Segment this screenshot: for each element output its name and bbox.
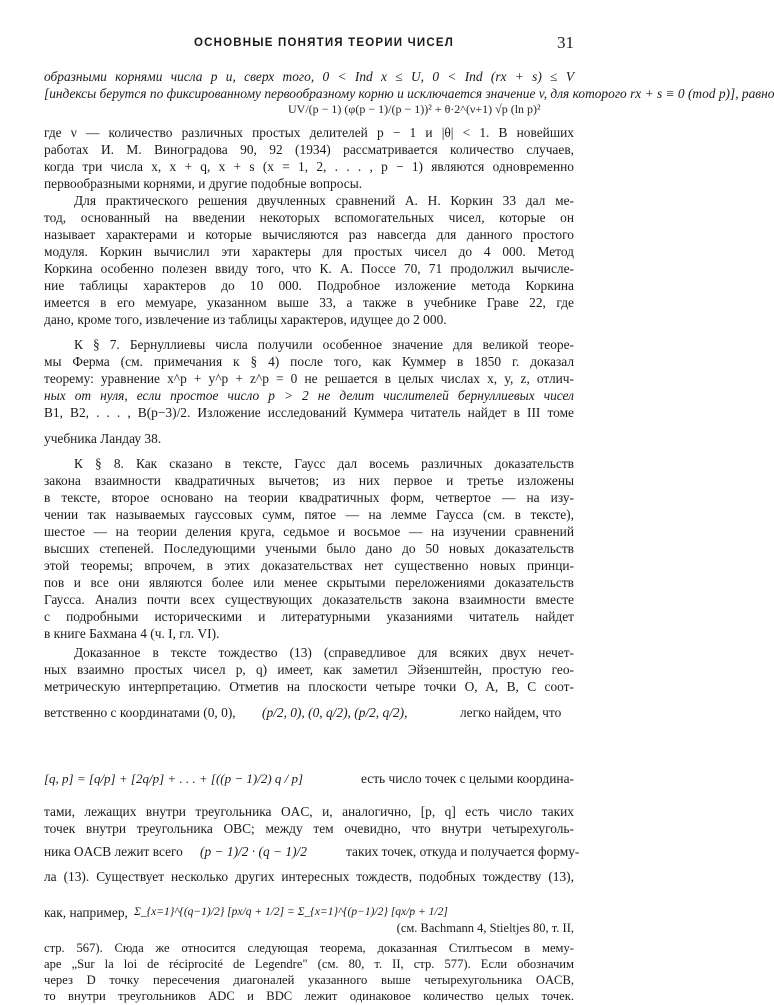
para3-line4: ных от нуля, если простое число p > 2 не делит числителей бернуллиевых чисел <box>44 388 574 403</box>
para5-line10-b: (см. Bachmann 4, Stieltjes 80, т. II, <box>396 921 574 935</box>
page-number: 31 <box>557 33 574 52</box>
para4-line1: К § 8. Как сказано в тексте, Гаусс дал восемь различных доказательств <box>74 456 574 471</box>
para4-line2: закона взаимности квадратичных вычетов; из них первое и третье изложены <box>44 473 574 488</box>
para2-line8: дано, кроме того, извлечение из таблицы характеров, идущее до 2 000. <box>44 312 447 327</box>
para5-line3: метрическую интерпретацию. Отметив на плоскости четыре точки O, A, B, C соот- <box>44 679 574 694</box>
para1-line3: где ν — количество различных простых делителей p − 1 и |θ| < 1. В новейших <box>44 125 574 140</box>
para5-line8-a: ника OACB лежит всего <box>44 844 183 859</box>
para5-line2: ных взаимно простых чисел p, q) имеет, как заметил Эйзенштейн, простую гео- <box>44 662 574 677</box>
para4-line4: чении так называемых гауссовых сумм, пятое — на лемме Гаусса (см. в тексте), <box>44 507 574 522</box>
para1-line2: [индексы берутся по фиксированному первообразному корню и исключается значение v, для которого rx + s ≡ 0 (mod p)], равно <box>44 86 774 101</box>
para5-line10-a: как, например, <box>44 905 128 920</box>
bracket-formula: [q, p] = [q/p] + [2q/p] + . . . + [((p − 1)/2) q / p] <box>44 771 304 786</box>
para4-line3: в тексте, второе основано на теории квадратичных форм, четвертое — на изу- <box>44 490 574 505</box>
para1-line1: образными корнями числа p и, сверх того, 0 < Ind x ≤ U, 0 < Ind (rx + s) ≤ V <box>44 69 574 84</box>
para5-line4-text: ветственно с координатами (0, 0), <box>44 705 236 720</box>
para3-line2: мы Ферма (см. примечания к § 4) после того, как Куммер в 1850 г. доказал <box>44 354 574 369</box>
para4-line11: в книге Бахмана 4 (ч. I, гл. VI). <box>44 626 220 641</box>
para4-line7: этой теоремы; впрочем, в этих доказательствах нет существенно новых принци- <box>44 558 574 573</box>
para1-line6: первообразными корнями, и другие подобные вопросы. <box>44 176 363 191</box>
para1-line4: работах И. М. Виноградова 90, 92 (1934) рассматривается количество случаев, <box>44 142 574 157</box>
para2-line5: Коркина особенно полезен ввиду того, что К. А. Поссе 70, 71 продолжил вычисле- <box>44 261 574 276</box>
para5-line1: Доказанное в тексте тождество (13) (справедливое для всяких двух нечет- <box>74 645 574 660</box>
para5-line4-points: (p/2, 0), (0, q/2), (p/2, q/2), <box>262 705 408 720</box>
running-header <box>44 33 574 55</box>
para4-line6: высших степеней. Последующими учеными было дано до 50 новых доказательств <box>44 541 574 556</box>
sum-identity-formula: Σ_{x=1}^{(q−1)/2} [px/q + 1/2] = Σ_{x=1}^{(p−1)/2} [qx/p + 1/2] <box>134 906 448 918</box>
para4-line8: пов и все они являются более или менее скрытыми переложениями доказательств <box>44 575 574 590</box>
para2-line6: ние таблицы характеров до 10 000. Подробное изложение метода Коркина <box>44 278 574 293</box>
para5-line8-formula: (p − 1)/2 · (q − 1)/2 <box>200 844 307 859</box>
para5-line8-b: таких точек, откуда и получается форму- <box>346 844 580 859</box>
para2-line1: Для практического решения двучленных сравнений А. Н. Коркин 33 дал ме- <box>74 193 574 208</box>
para2-line3: называет характерами и которые вычисляются раз навсегда для данного простого <box>44 227 574 242</box>
para4-line10: с подробными историческими и литературными указаниями читатель найдет <box>44 609 574 624</box>
para1-formula: UV/(p − 1) (φ(p − 1)/(p − 1))² + θ·2^(ν+1) √p (ln p)² <box>288 102 541 116</box>
para3-line5: B1, B2, . . . , B(p−3)/2. Изложение исследований Куммера читатель найдет в III томе <box>44 405 574 420</box>
para5-line7: точек внутри треугольника OBC; между тем очевидно, что внутри четырехуголь- <box>44 821 574 836</box>
para5-line4-tail: легко найдем, что <box>460 705 562 720</box>
para5-line14: то внутри треугольников ADC и BDC лежит одинаковое количество целых точек. <box>44 989 574 1003</box>
para3-line6: учебника Ландау 38. <box>44 431 162 446</box>
para3-line1: К § 7. Бернуллиевы числа получили особенное значение для великой теоре- <box>74 337 574 352</box>
para2-line2: тод, основанный на введении некоторых вспомогательных чисел, которые он <box>44 210 574 225</box>
para2-line4: модуля. Коркин вычислил эти характеры для простых чисел до 4 000. Метод <box>44 244 574 259</box>
para4-line9: Гаусса. Анализ почти всех существующих доказательств закона взаимности вместе <box>44 592 574 607</box>
para1-line5: когда три числа x, x + q, x + s (x = 1, 2, . . . , p − 1) являются одновременно <box>44 159 574 174</box>
para5-line13: через D точку пересечения диагоналей указанного выше четырехугольника OACB, <box>44 973 574 987</box>
para3-line3: теорему: уравнение x^p + y^p + z^p = 0 не решается в целых числах x, y, z, отлич- <box>44 371 574 386</box>
header-title: ОСНОВНЫЕ ПОНЯТИЯ ТЕОРИИ ЧИСЕЛ <box>194 37 454 49</box>
para5-line11: стр. 567). Сюда же относится следующая теорема, доказанная Стилтьесом в мему- <box>44 941 574 955</box>
para2-line7: имеется в его мемуаре, указанном выше 33, а также в учебнике Граве 22, где <box>44 295 574 310</box>
para4-line5: шестое — на теории деления круга, седьмое и восьмое — на изучении сравнений <box>44 524 574 539</box>
para5-line9: ла (13). Существует несколько других интересных тождеств, подобных тождеству (13), <box>44 869 574 884</box>
para5-line12: аре „Sur la loi de réciprocité de Legendre" (см. 80, т. II, стр. 577). Если обозначим <box>44 957 574 971</box>
bracket-formula-tail: есть число точек с целыми координа- <box>360 771 574 786</box>
para5-line6: тами, лежащих внутри треугольника OAC, и, аналогично, [p, q] есть число таких <box>44 804 574 819</box>
